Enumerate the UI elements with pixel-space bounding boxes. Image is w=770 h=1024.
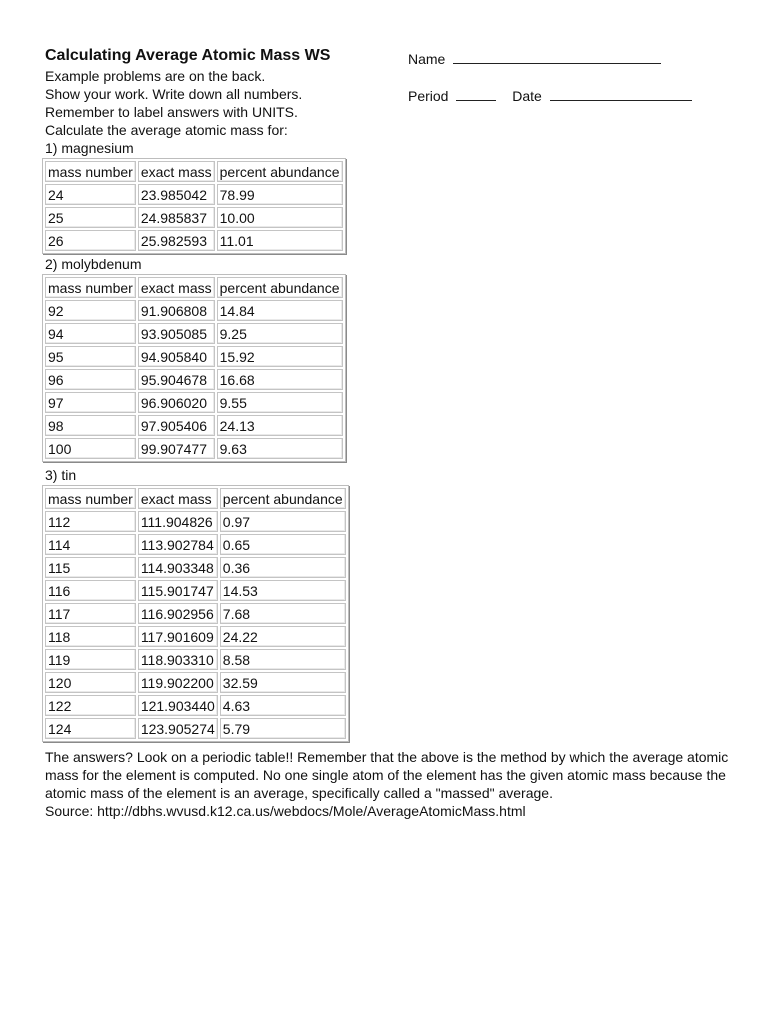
section-label-tin: 3) tin bbox=[45, 467, 77, 483]
table-row bbox=[45, 580, 346, 601]
percent-abundance-cell: 16.68 bbox=[217, 369, 343, 390]
mass-number-cell: 124 bbox=[45, 718, 136, 739]
date-blank[interactable] bbox=[550, 86, 692, 101]
percent-abundance-cell: 24.13 bbox=[217, 415, 343, 436]
percent-abundance-cell: 14.53 bbox=[220, 580, 346, 601]
exact-mass-cell: 25.982593 bbox=[138, 230, 215, 251]
mass-number-cell: 117 bbox=[45, 603, 136, 624]
section-label-magnesium: 1) magnesium bbox=[45, 140, 134, 156]
table-header-row bbox=[45, 161, 343, 182]
table-row bbox=[45, 207, 343, 228]
exact-mass-cell: 114.903348 bbox=[138, 557, 218, 578]
table-row bbox=[45, 695, 346, 716]
col-header-percent-abundance: percent abundance bbox=[220, 488, 346, 509]
exact-mass-cell: 93.905085 bbox=[138, 323, 215, 344]
table-row bbox=[45, 649, 346, 670]
period-date-field bbox=[408, 86, 692, 104]
exact-mass-cell: 118.903310 bbox=[138, 649, 218, 670]
tin-table bbox=[42, 485, 349, 742]
percent-abundance-cell: 14.84 bbox=[217, 300, 343, 321]
page-title: Calculating Average Atomic Mass WS bbox=[45, 47, 331, 64]
percent-abundance-cell: 5.79 bbox=[220, 718, 346, 739]
table-row bbox=[45, 323, 343, 344]
instruction-line: Example problems are on the back. bbox=[45, 68, 266, 84]
percent-abundance-cell: 78.99 bbox=[217, 184, 343, 205]
name-field bbox=[408, 49, 661, 67]
explanation-text: The answers? Look on a periodic table!! Remember that the above is the method by which the average atomic mass for the element is computed. No one single atom of the element has the given atomic mass because the atomic mass of the element is an average, specifically called a "massed" average. bbox=[45, 749, 729, 801]
exact-mass-cell: 111.904826 bbox=[138, 511, 218, 532]
exact-mass-cell: 119.902200 bbox=[138, 672, 218, 693]
table-row bbox=[45, 392, 343, 413]
exact-mass-cell: 24.985837 bbox=[138, 207, 215, 228]
mass-number-cell: 112 bbox=[45, 511, 136, 532]
exact-mass-cell: 91.906808 bbox=[138, 300, 215, 321]
magnesium-table bbox=[42, 158, 346, 254]
table-row bbox=[45, 300, 343, 321]
col-header-exact-mass: exact mass bbox=[138, 488, 218, 509]
footer-note bbox=[45, 748, 745, 820]
exact-mass-cell: 117.901609 bbox=[138, 626, 218, 647]
col-header-percent-abundance: percent abundance bbox=[217, 277, 343, 298]
table-row bbox=[45, 534, 346, 555]
exact-mass-cell: 99.907477 bbox=[138, 438, 215, 459]
table-row bbox=[45, 672, 346, 693]
exact-mass-cell: 121.903440 bbox=[138, 695, 218, 716]
table-row bbox=[45, 230, 343, 251]
col-header-mass-number: mass number bbox=[45, 161, 136, 182]
percent-abundance-cell: 4.63 bbox=[220, 695, 346, 716]
date-label: Date bbox=[512, 88, 542, 104]
table-row bbox=[45, 369, 343, 390]
percent-abundance-cell: 10.00 bbox=[217, 207, 343, 228]
exact-mass-cell: 94.905840 bbox=[138, 346, 215, 367]
exact-mass-cell: 113.902784 bbox=[138, 534, 218, 555]
mass-number-cell: 95 bbox=[45, 346, 136, 367]
mass-number-cell: 26 bbox=[45, 230, 136, 251]
mass-number-cell: 119 bbox=[45, 649, 136, 670]
col-header-mass-number: mass number bbox=[45, 488, 136, 509]
percent-abundance-cell: 0.65 bbox=[220, 534, 346, 555]
mass-number-cell: 122 bbox=[45, 695, 136, 716]
table-row bbox=[45, 438, 343, 459]
percent-abundance-cell: 32.59 bbox=[220, 672, 346, 693]
mass-number-cell: 98 bbox=[45, 415, 136, 436]
percent-abundance-cell: 0.36 bbox=[220, 557, 346, 578]
name-blank[interactable] bbox=[453, 49, 661, 64]
table-header-row bbox=[45, 277, 343, 298]
mass-number-cell: 115 bbox=[45, 557, 136, 578]
percent-abundance-cell: 0.97 bbox=[220, 511, 346, 532]
percent-abundance-cell: 24.22 bbox=[220, 626, 346, 647]
percent-abundance-cell: 9.25 bbox=[217, 323, 343, 344]
mass-number-cell: 114 bbox=[45, 534, 136, 555]
table-row bbox=[45, 346, 343, 367]
table-row bbox=[45, 557, 346, 578]
mass-number-cell: 25 bbox=[45, 207, 136, 228]
name-label: Name bbox=[408, 51, 446, 67]
instructions bbox=[45, 67, 302, 139]
exact-mass-cell: 96.906020 bbox=[138, 392, 215, 413]
mass-number-cell: 92 bbox=[45, 300, 136, 321]
col-header-percent-abundance: percent abundance bbox=[217, 161, 343, 182]
mass-number-cell: 97 bbox=[45, 392, 136, 413]
source-citation: Source: http://dbhs.wvusd.k12.ca.us/webdocs/Mole/AverageAtomicMass.html bbox=[45, 803, 526, 819]
exact-mass-cell: 95.904678 bbox=[138, 369, 215, 390]
percent-abundance-cell: 9.63 bbox=[217, 438, 343, 459]
exact-mass-cell: 116.902956 bbox=[138, 603, 218, 624]
mass-number-cell: 118 bbox=[45, 626, 136, 647]
table-row bbox=[45, 603, 346, 624]
exact-mass-cell: 123.905274 bbox=[138, 718, 218, 739]
percent-abundance-cell: 15.92 bbox=[217, 346, 343, 367]
exact-mass-cell: 23.985042 bbox=[138, 184, 215, 205]
percent-abundance-cell: 7.68 bbox=[220, 603, 346, 624]
mass-number-cell: 100 bbox=[45, 438, 136, 459]
exact-mass-cell: 97.905406 bbox=[138, 415, 215, 436]
percent-abundance-cell: 8.58 bbox=[220, 649, 346, 670]
mass-number-cell: 120 bbox=[45, 672, 136, 693]
period-label: Period bbox=[408, 88, 449, 104]
col-header-exact-mass: exact mass bbox=[138, 161, 215, 182]
mass-number-cell: 116 bbox=[45, 580, 136, 601]
percent-abundance-cell: 9.55 bbox=[217, 392, 343, 413]
table-row bbox=[45, 511, 346, 532]
col-header-mass-number: mass number bbox=[45, 277, 136, 298]
mass-number-cell: 96 bbox=[45, 369, 136, 390]
instruction-line: Show your work. Write down all numbers. bbox=[45, 86, 303, 102]
table-row bbox=[45, 415, 343, 436]
table-header-row bbox=[45, 488, 346, 509]
period-blank[interactable] bbox=[456, 86, 496, 101]
percent-abundance-cell: 11.01 bbox=[217, 230, 343, 251]
instruction-line: Calculate the average atomic mass for: bbox=[45, 122, 288, 138]
mass-number-cell: 94 bbox=[45, 323, 136, 344]
section-label-molybdenum: 2) molybdenum bbox=[45, 256, 142, 272]
table-row bbox=[45, 718, 346, 739]
instruction-line: Remember to label answers with UNITS. bbox=[45, 104, 298, 120]
table-row bbox=[45, 626, 346, 647]
col-header-exact-mass: exact mass bbox=[138, 277, 215, 298]
table-row bbox=[45, 184, 343, 205]
mass-number-cell: 24 bbox=[45, 184, 136, 205]
molybdenum-table bbox=[42, 274, 346, 462]
exact-mass-cell: 115.901747 bbox=[138, 580, 218, 601]
